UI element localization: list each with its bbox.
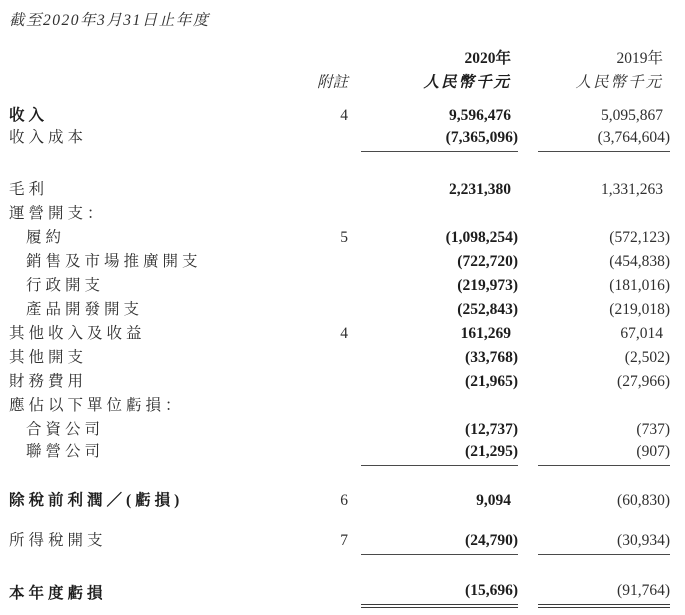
value-2019: (454,838)	[609, 253, 670, 270]
table-row	[9, 319, 670, 343]
row-label: 毛利	[9, 181, 49, 198]
table-row	[9, 391, 670, 415]
note-ref	[307, 439, 356, 473]
table-row	[9, 175, 670, 199]
currency-unit-2020: 人民幣千元	[423, 74, 511, 91]
value-2020: 2,231,380	[449, 181, 511, 198]
value-2019: (2,502)	[624, 349, 670, 366]
table-row	[9, 367, 670, 391]
value-2019: (3,764,604)	[518, 125, 670, 159]
table-row	[9, 125, 670, 159]
note-ref: 5	[340, 229, 348, 246]
value-2019: 67,014	[620, 325, 663, 342]
note-ref	[307, 367, 356, 391]
value-2020: (722,720)	[457, 253, 518, 270]
table-row	[9, 223, 670, 247]
note-column-header: 附註	[316, 74, 348, 91]
value-2019: (30,934)	[518, 528, 670, 562]
spacer-row	[9, 510, 670, 528]
row-label: 收入成本	[9, 129, 88, 146]
table-row	[9, 343, 670, 367]
row-label: 除稅前利潤／(虧損)	[9, 492, 184, 509]
table-row	[9, 439, 670, 473]
table-row	[9, 486, 670, 510]
row-label: 合資公司	[26, 421, 105, 438]
column-year-2019: 2019年	[616, 50, 663, 67]
table-row	[9, 199, 670, 223]
value-2019: (219,018)	[609, 301, 670, 318]
value-2020: (21,965)	[465, 373, 518, 390]
note-ref	[307, 271, 356, 295]
table-row	[9, 415, 670, 439]
value-2020: 9,094	[476, 492, 511, 509]
row-label: 聯營公司	[26, 443, 105, 460]
value-2020	[356, 199, 518, 223]
note-ref: 6	[340, 492, 348, 509]
header-year-row	[9, 44, 670, 68]
note-ref	[307, 415, 356, 439]
value-2019: (181,016)	[609, 277, 670, 294]
value-2019: (60,830)	[617, 492, 670, 509]
note-ref	[307, 125, 356, 159]
spacer-row	[9, 562, 670, 581]
value-2020: (24,790)	[356, 528, 518, 562]
value-2019: (907)	[518, 439, 670, 473]
income-statement	[9, 44, 670, 615]
value-2019: 1,331,263	[601, 181, 663, 198]
header-gap	[9, 92, 670, 101]
value-2020: 161,269	[460, 325, 511, 342]
table-header	[9, 44, 670, 101]
spacer-row	[9, 159, 670, 175]
value-2019	[518, 199, 670, 223]
note-ref	[307, 247, 356, 271]
column-year-2020: 2020年	[464, 50, 511, 67]
value-2019: (572,123)	[609, 229, 670, 246]
income-statement-rows	[9, 101, 670, 615]
row-label: 收入	[9, 107, 49, 124]
header-unit-row	[9, 68, 670, 92]
row-label: 其他開支	[9, 349, 88, 366]
row-label: 履約	[26, 229, 66, 246]
value-2020: 9,596,476	[449, 107, 511, 124]
note-ref: 7	[340, 532, 348, 549]
note-ref	[307, 175, 356, 199]
value-2020: (252,843)	[457, 301, 518, 318]
table-row	[9, 295, 670, 319]
value-2019: (91,764)	[518, 581, 670, 615]
note-ref	[307, 199, 356, 223]
table-row	[9, 581, 670, 615]
period-title: 截至2020年3月31日止年度	[9, 12, 210, 29]
table-row	[9, 271, 670, 295]
value-2020: (15,696)	[356, 581, 518, 615]
value-2020: (21,295)	[356, 439, 518, 473]
value-2019: 5,095,867	[601, 107, 663, 124]
note-ref	[307, 343, 356, 367]
row-label: 其他收入及收益	[9, 325, 146, 342]
table-row	[9, 528, 670, 562]
row-label: 銷售及市場推廣開支	[26, 253, 202, 270]
row-label: 財務費用	[9, 373, 88, 390]
value-2019: (737)	[636, 421, 670, 438]
note-ref	[307, 295, 356, 319]
note-ref: 4	[340, 107, 348, 124]
note-ref	[307, 581, 356, 615]
value-2020: (33,768)	[465, 349, 518, 366]
spacer-row	[9, 473, 670, 486]
row-label: 所得稅開支	[9, 532, 107, 549]
value-2020: (7,365,096)	[356, 125, 518, 159]
row-label: 應佔以下單位虧損：	[9, 397, 185, 414]
note-ref	[307, 391, 356, 415]
value-2019: (27,966)	[617, 373, 670, 390]
value-2020: (219,973)	[457, 277, 518, 294]
value-2019	[518, 391, 670, 415]
row-label: 行政開支	[26, 277, 105, 294]
row-label: 本年度虧損	[9, 585, 107, 602]
table-row	[9, 247, 670, 271]
value-2020	[356, 391, 518, 415]
table-row	[9, 101, 670, 125]
value-2020: (1,098,254)	[445, 229, 518, 246]
row-label: 產品開發開支	[26, 301, 144, 318]
currency-unit-2019: 人民幣千元	[575, 74, 663, 91]
row-label: 運營開支：	[9, 205, 107, 222]
note-ref: 4	[340, 325, 348, 342]
value-2020: (12,737)	[465, 421, 518, 438]
